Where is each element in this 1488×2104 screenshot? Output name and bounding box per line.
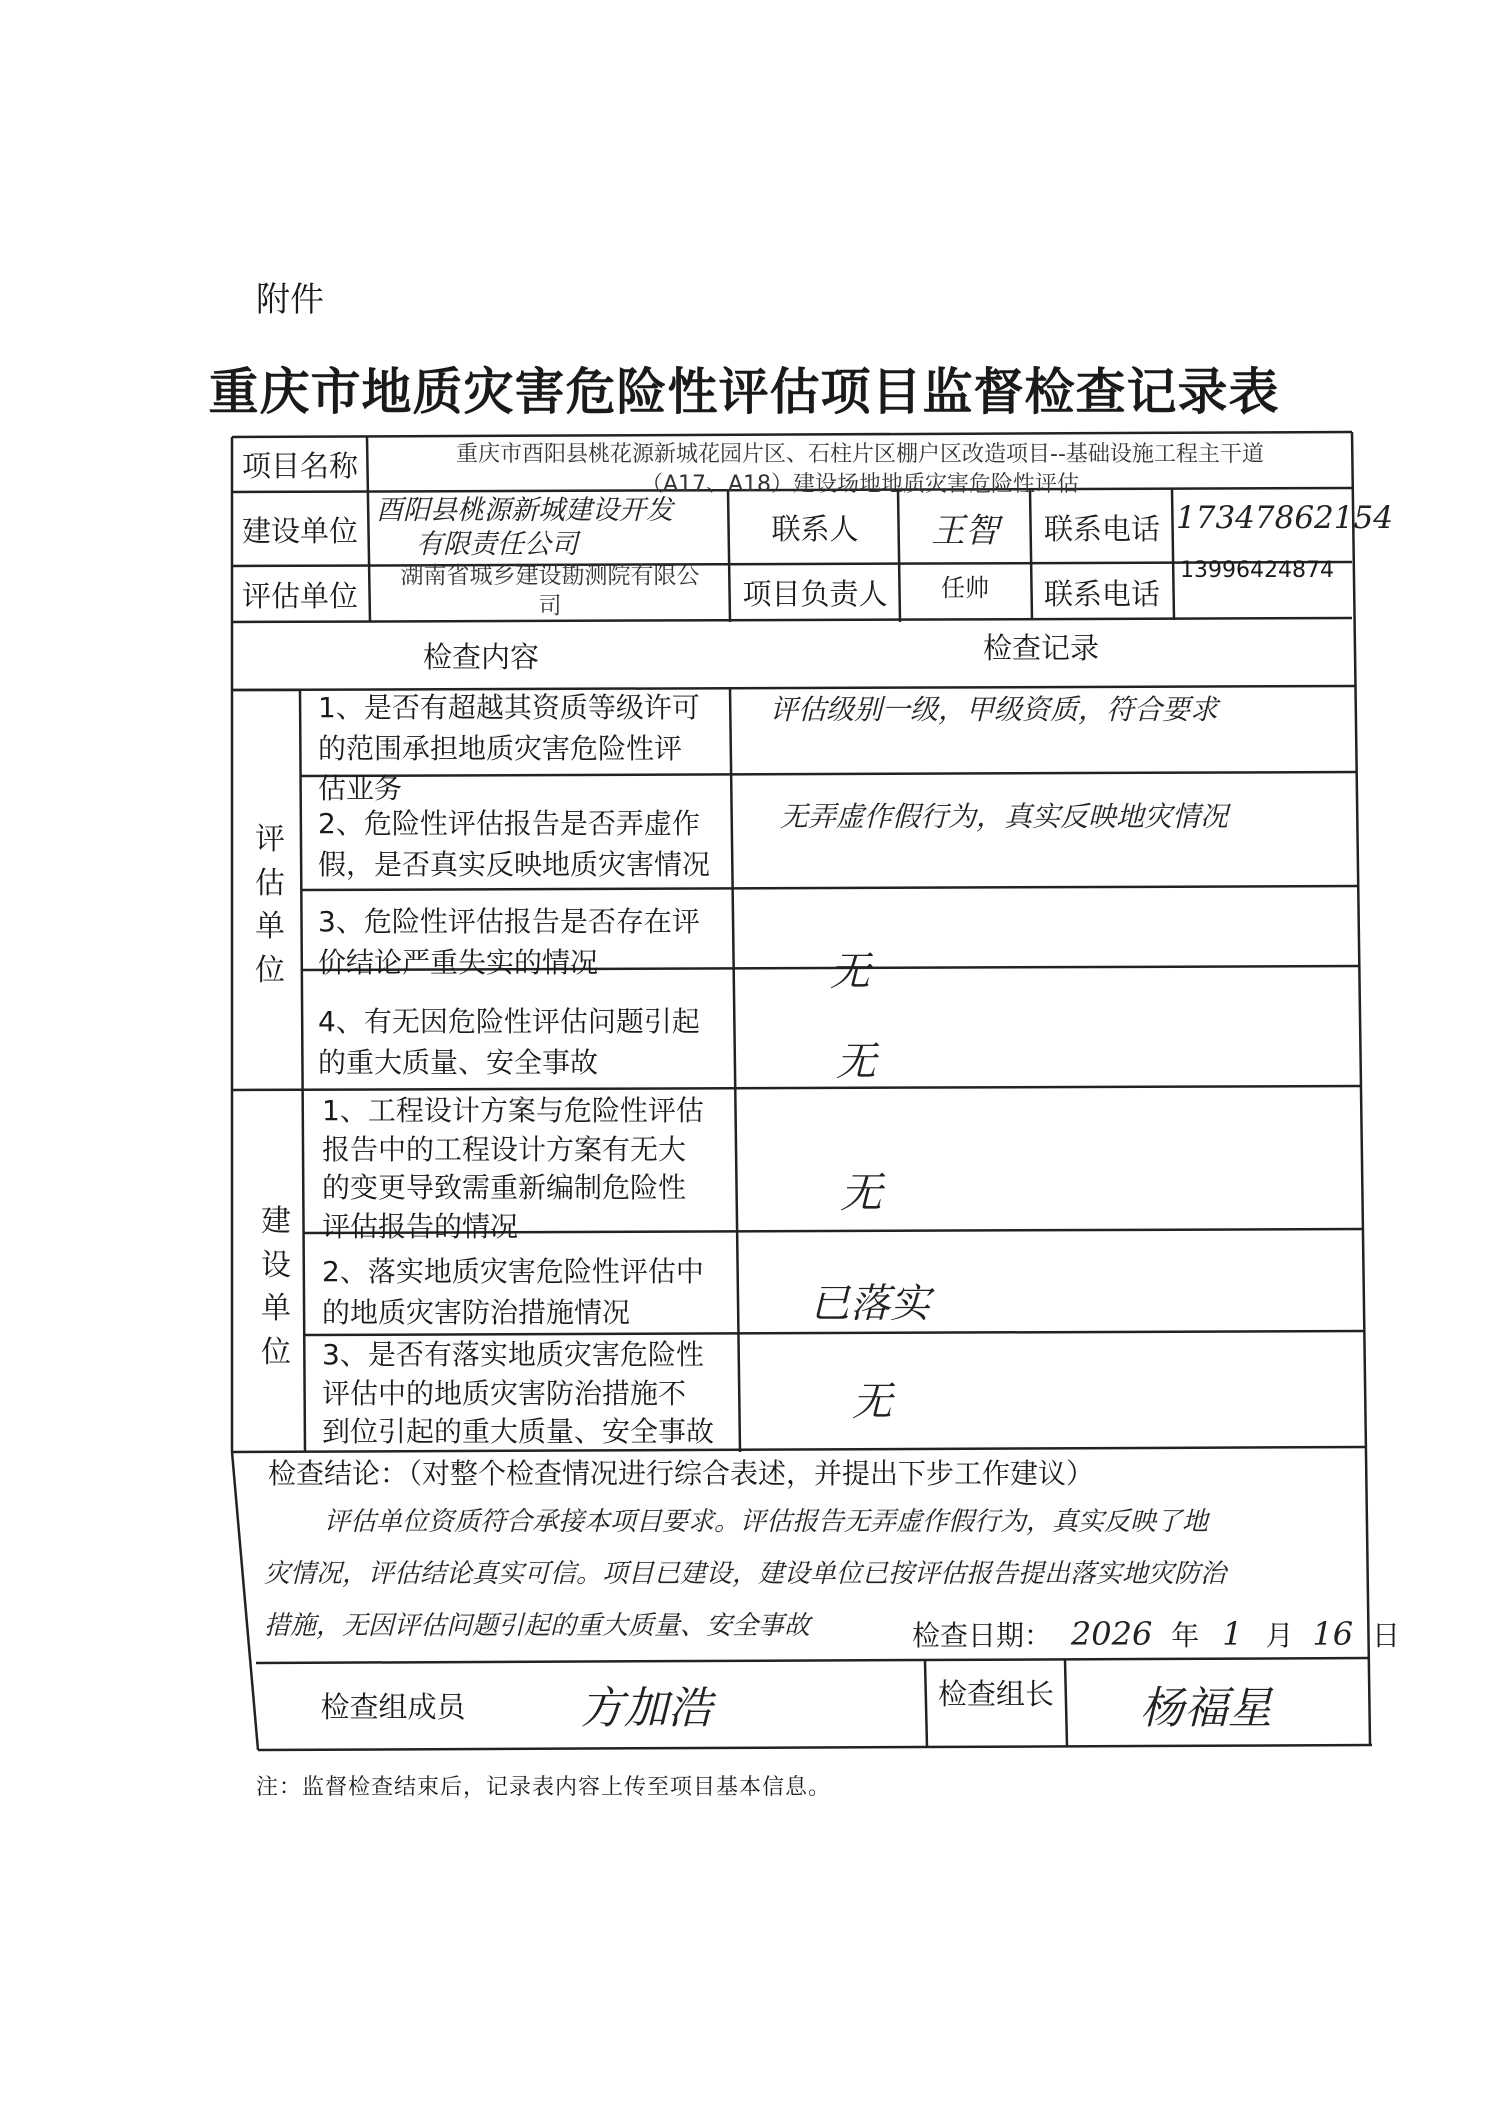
leader-label: 检查组长 (937, 1676, 1054, 1711)
item-line: 1、是否有超越其资质等级许可 (318, 691, 700, 724)
assessment-record-4: 无 (836, 1039, 876, 1085)
item-line: 的变更导致需重新编制危险性 (322, 1171, 687, 1205)
assessment-group-char: 估 (255, 865, 285, 901)
check-date-year: 2026 (1070, 1615, 1153, 1653)
assessment-item-3 (318, 902, 730, 983)
construction-group-char: 建 (261, 1204, 291, 1239)
check-content-header: 检查内容 (422, 639, 539, 674)
assessment-item-4 (318, 1002, 730, 1083)
check-date-month: 1 (1222, 1615, 1243, 1653)
item-line: 的地质灾害防治措施情况 (322, 1295, 631, 1329)
item-line: 4、有无因危险性评估问题引起 (318, 1005, 700, 1038)
assessment-item-2 (318, 804, 730, 885)
construction-group-char: 单 (261, 1291, 291, 1326)
item-line: 的重大质量、安全事故 (318, 1045, 599, 1079)
assessment-record-3: 无 (830, 949, 870, 995)
assessment-group-label (250, 818, 290, 992)
construction-group-char: 位 (261, 1334, 291, 1370)
construction-phone-value: 17347862154 (1176, 500, 1393, 536)
conclusion-line: 灾情况，评估结论真实可信。项目已建设，建设单位已按评估报告提出落实地灾防治 (264, 1559, 1227, 1589)
contact-person-value: 王智 (931, 510, 999, 551)
construction-item-1 (322, 1092, 734, 1247)
construction-unit-line-1: 酉阳县桃源新城建设开发 (376, 495, 673, 526)
construction-group-label (256, 1200, 296, 1374)
day-char: 日 (1372, 1619, 1401, 1652)
project-name-line-1: 重庆市酉阳县桃花源新城花园片区、石柱片区棚户区改造项目--基础设施工程主干道 (456, 442, 1264, 467)
item-line: 1、工程设计方案与危险性评估 (322, 1094, 704, 1127)
assessment-phone-value: 13996424874 (1180, 558, 1334, 583)
members-label: 检查组成员 (320, 1689, 466, 1724)
conclusion-line: 措施，无因评估问题引起的重大质量、安全事故 (264, 1611, 811, 1641)
conclusion-line: 评估单位资质符合承接本项目要求。评估报告无弄虚作假行为，真实反映了地 (324, 1507, 1209, 1537)
assessment-unit-line-2: 司 (538, 592, 562, 619)
assessment-record-2: 无弄虚作假行为，真实反映地灾情况 (780, 800, 1229, 833)
page-title: 重庆市地质灾害危险性评估项目监督检查记录表 (208, 363, 1280, 421)
project-name-label: 项目名称 (241, 449, 358, 483)
item-line: 2、落实地质灾害危险性评估中 (322, 1255, 704, 1288)
item-line: 到位引起的重大质量、安全事故 (322, 1415, 715, 1449)
item-line: 报告中的工程设计方案有无大 (322, 1132, 687, 1166)
construction-group-char: 设 (261, 1247, 291, 1283)
project-leader-label: 项目负责人 (742, 576, 888, 611)
item-line: 2、危险性评估报告是否弄虚作 (318, 807, 700, 840)
item-line: 评估中的地质灾害防治措施不 (322, 1376, 687, 1410)
construction-record-1: 无 (840, 1168, 883, 1217)
attachment-label: 附件 (256, 280, 324, 320)
members-signature: 方加浩 (580, 1683, 712, 1734)
year-char: 年 (1171, 1619, 1200, 1652)
item-line: 3、危险性评估报告是否存在评 (318, 905, 700, 938)
assessment-unit-line-1: 湖南省城乡建设勘测院有限公 (400, 563, 700, 589)
item-line: 评估报告的情况 (322, 1209, 519, 1243)
contact-person-label: 联系人 (771, 511, 859, 546)
leader-signature: 杨福星 (1140, 1683, 1272, 1734)
assessment-group-char: 位 (255, 952, 285, 988)
check-date (912, 1614, 1400, 1654)
item-line: 的范围承担地质灾害危险性评 (318, 731, 683, 765)
assessment-record-1: 评估级别一级，甲级资质，符合要求 (770, 693, 1219, 726)
item-line: 估业务 (318, 772, 403, 806)
construction-record-2: 已落实 (810, 1281, 930, 1327)
assessment-phone-label: 联系电话 (1043, 576, 1160, 611)
construction-record-3: 无 (852, 1379, 892, 1425)
check-date-label: 检查日期： (912, 1619, 1053, 1652)
construction-item-3 (322, 1336, 742, 1452)
check-record-header: 检查记录 (982, 630, 1099, 665)
assessment-unit-label: 评估单位 (241, 578, 358, 613)
construction-phone-label: 联系电话 (1043, 511, 1160, 546)
project-name-line-2: （A17、A18）建设场地地质灾害危险性评估 (640, 471, 1080, 497)
construction-unit-value (376, 494, 726, 562)
footnote: 注：监督检查结束后，记录表内容上传至项目基本信息。 (256, 1775, 832, 1800)
construction-item-2 (322, 1252, 734, 1333)
check-date-day: 16 (1312, 1615, 1354, 1653)
item-line: 3、是否有落实地质灾害危险性 (322, 1338, 704, 1371)
assessment-item-1 (318, 688, 730, 810)
project-leader-value: 任帅 (941, 573, 989, 602)
assessment-unit-value (372, 562, 728, 622)
item-line: 价结论严重失实的情况 (318, 945, 599, 979)
construction-unit-line-2: 有限责任公司 (416, 528, 578, 560)
month-char: 月 (1265, 1619, 1294, 1652)
conclusion-label: 检查结论：（对整个检查情况进行综合表述，并提出下步工作建议） (268, 1457, 1095, 1490)
assessment-group-char: 单 (255, 909, 285, 944)
construction-unit-label: 建设单位 (241, 513, 358, 548)
assessment-group-char: 评 (255, 822, 285, 857)
item-line: 假，是否真实反映地质灾害情况 (318, 847, 711, 881)
